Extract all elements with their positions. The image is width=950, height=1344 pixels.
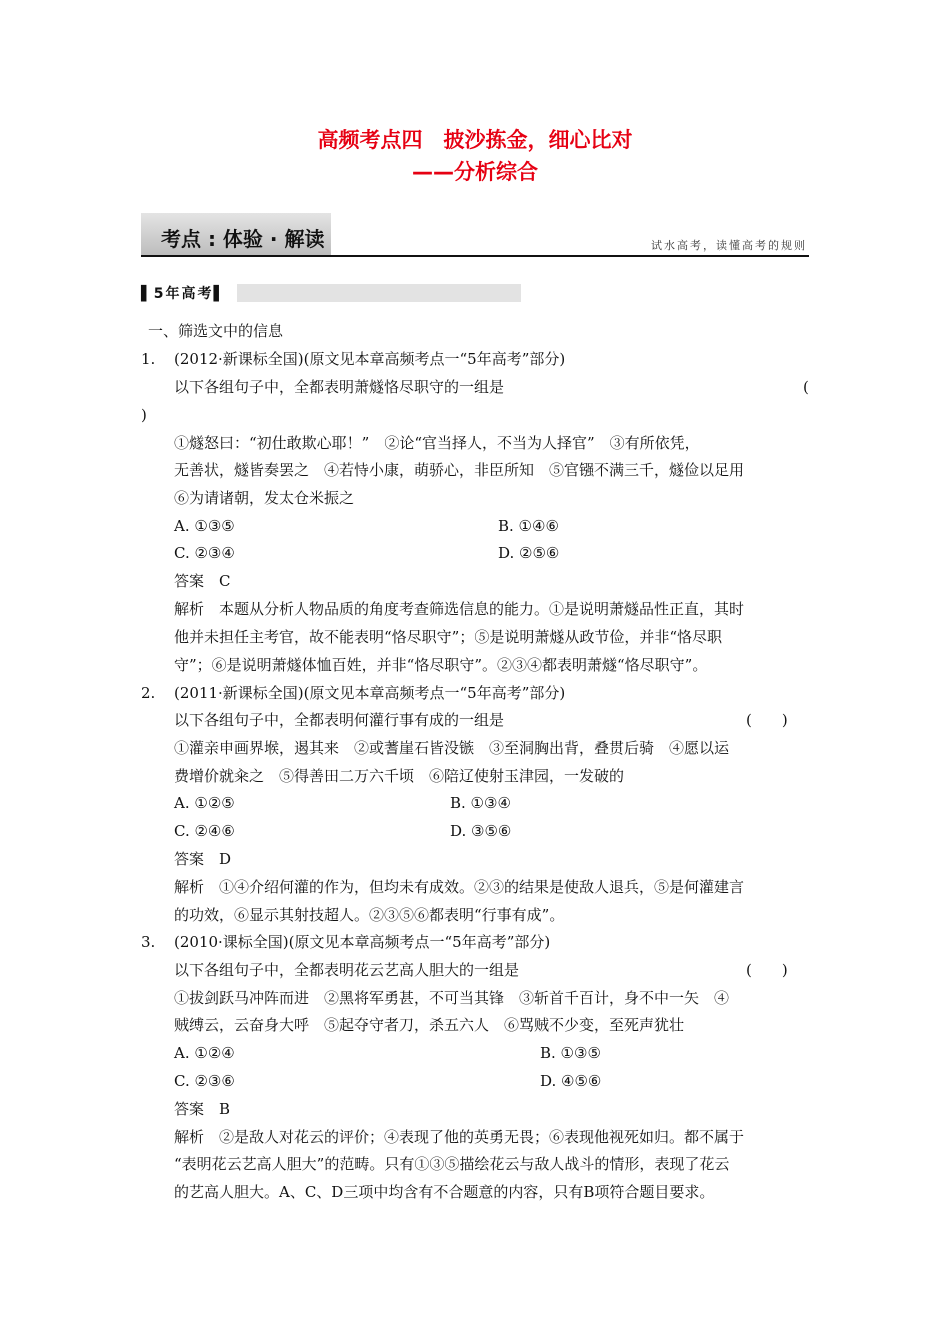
answer-paren-right: ) bbox=[141, 406, 147, 424]
options-line: 无善状，燧皆奏罢之 ④若恃小康，萌骄心，非臣所知 ⑤官镪不满三千，燧俭以足用 bbox=[174, 461, 745, 479]
analysis-line: 守”；⑥是说明萧燧体恤百姓，并非“恪尽职守”。②③④都表明萧燧“恪尽职守”。 bbox=[174, 656, 708, 674]
header-slogan: 试水高考，读懂高考的规则 bbox=[651, 239, 807, 252]
options-line: 贼缚云，云奋身大呼 ⑤起夺守者刀，杀五六人 ⑥骂贼不少变，至死声犹壮 bbox=[174, 1016, 685, 1034]
choice-c: C. ②④⑥ bbox=[174, 822, 235, 840]
answer-paren: ( ) bbox=[746, 961, 788, 979]
choice-a: A. ①③⑤ bbox=[174, 517, 235, 535]
options-line: 费增价就籴之 ⑤得善田二万六千顷 ⑥陪辽使射玉津园，一发破的 bbox=[174, 767, 625, 785]
section-heading: 一、筛选文中的信息 bbox=[148, 322, 284, 340]
answer-paren-left: ( bbox=[803, 378, 809, 396]
answer-line: 答案 B bbox=[174, 1100, 231, 1118]
page-title: 高频考点四 披沙拣金，细心比对 bbox=[317, 128, 633, 152]
question-stem: 以下各组句子中，全都表明花云艺高人胆大的一组是 bbox=[174, 961, 520, 979]
answer-line: 答案 D bbox=[174, 850, 232, 868]
question-number: 1. bbox=[141, 350, 156, 368]
analysis-line: 他并未担任主考官，故不能表明“恪尽职守”；⑤是说明萧燧从政节俭，并非“恪尽职 bbox=[174, 628, 723, 646]
five-year-exam-label bbox=[141, 284, 521, 302]
question-stem: 以下各组句子中，全都表明萧燧恪尽职守的一组是 bbox=[174, 378, 505, 396]
options-line: ⑥为请诸朝，发太仓米振之 bbox=[174, 489, 355, 507]
choice-c: C. ②③⑥ bbox=[174, 1072, 235, 1090]
analysis-line: “表明花云艺高人胆大”的范畴。只有①③⑤描绘花云与敌人战斗的情形，表现了花云 bbox=[174, 1155, 730, 1173]
options-line: ①拔剑跃马冲阵而进 ②黑将军勇甚，不可当其锋 ③斩首千百计，身不中一矢 ④ bbox=[174, 989, 730, 1007]
choice-d: D. ③⑤⑥ bbox=[450, 822, 512, 840]
options-line: ①灌亲申画界堠，遏其来 ②或蓍崖石皆没镞 ③至洞胸出背，叠贯后骑 ④愿以运 bbox=[174, 739, 730, 757]
question-source: (2012·新课标全国)(原文见本章高频考点一“5年高考”部分) bbox=[174, 350, 566, 368]
five-year-exam-text: ▌5年高考▌ bbox=[141, 286, 227, 302]
analysis-line: 的艺高人胆大。A、C、D三项中均含有不合题意的内容，只有B项符合题目要求。 bbox=[174, 1183, 715, 1201]
label-shade-bar bbox=[237, 284, 521, 302]
choice-b: B. ①④⑥ bbox=[498, 517, 559, 535]
choice-a: A. ①②④ bbox=[174, 1044, 235, 1062]
analysis-line: 解析 本题从分析人物品质的角度考查筛选信息的能力。①是说明萧燧品性正直，其时 bbox=[174, 600, 745, 618]
choice-b: B. ①③④ bbox=[450, 794, 511, 812]
options-line: ①燧怒曰：“初仕敢欺心耶！” ②论“官当择人，不当为人择官” ③有所依凭， bbox=[174, 434, 700, 452]
analysis-line: 解析 ②是敌人对花云的评价；④表现了他的英勇无畏；⑥表现他视死如归。都不属于 bbox=[174, 1128, 745, 1146]
header-rule bbox=[141, 255, 809, 257]
choice-b: B. ①③⑤ bbox=[540, 1044, 601, 1062]
section-header-bar bbox=[141, 213, 809, 257]
choice-d: D. ②⑤⑥ bbox=[498, 544, 560, 562]
analysis-line: 的功效，⑥显示其射技超人。②③⑤⑥都表明“行事有成”。 bbox=[174, 906, 565, 924]
question-number: 2. bbox=[141, 684, 156, 702]
question-source: (2011·新课标全国)(原文见本章高频考点一“5年高考”部分) bbox=[174, 684, 566, 702]
analysis-line: 解析 ①④介绍何灌的作为，但均未有成效。②③的结果是使敌人退兵，⑤是何灌建言 bbox=[174, 878, 745, 896]
answer-line: 答案 C bbox=[174, 572, 231, 590]
question-stem: 以下各组句子中，全都表明何灌行事有成的一组是 bbox=[174, 711, 505, 729]
section-header-tab bbox=[141, 213, 331, 255]
question-number: 3. bbox=[141, 933, 156, 951]
answer-paren: ( ) bbox=[746, 711, 788, 729]
choice-a: A. ①②⑤ bbox=[174, 794, 235, 812]
section-header-label: 考点 : 体验 · 解读 bbox=[161, 227, 325, 251]
choice-d: D. ④⑤⑥ bbox=[540, 1072, 602, 1090]
page-subtitle: ——分析综合 bbox=[412, 160, 538, 184]
choice-c: C. ②③④ bbox=[174, 544, 235, 562]
question-source: (2010·课标全国)(原文见本章高频考点一“5年高考”部分) bbox=[174, 933, 551, 951]
